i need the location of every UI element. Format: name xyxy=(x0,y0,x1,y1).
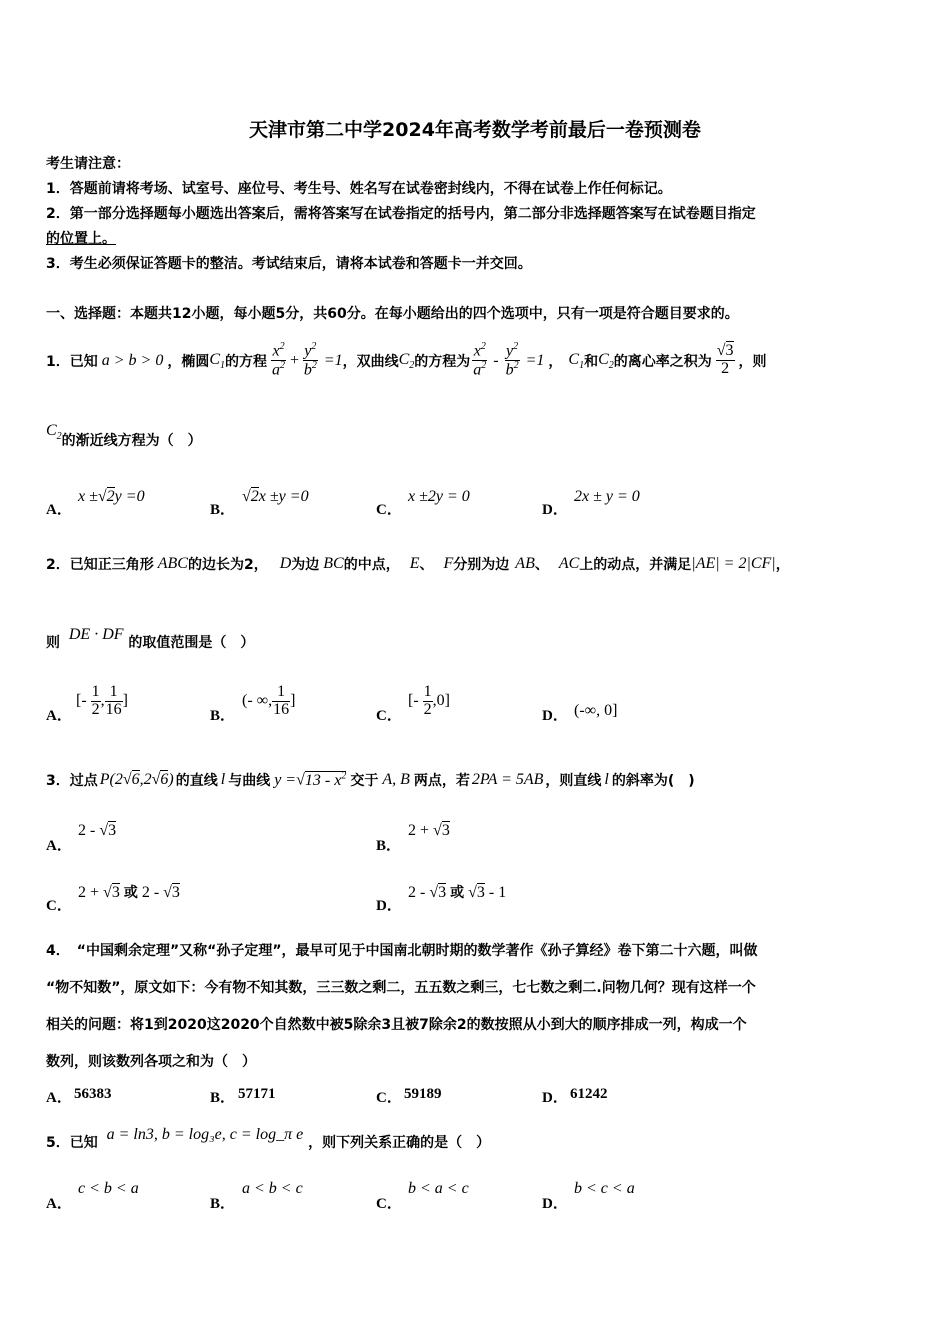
option-value: a < b < c xyxy=(242,1180,303,1197)
q1-text: ，则 xyxy=(738,353,767,370)
q1-text: 1．已知 xyxy=(46,353,98,370)
q1-text: ， xyxy=(548,353,563,370)
option-label: B． xyxy=(210,1196,236,1212)
q1-text: ，椭圆 xyxy=(167,353,210,370)
question-5-stem xyxy=(46,1126,491,1152)
question-2-stem-cont xyxy=(46,626,255,652)
option-label: C． xyxy=(376,502,402,518)
q1-text: ，双曲线 xyxy=(342,353,399,370)
q1-text: 的方程 xyxy=(225,353,268,370)
option-value: c < b < a xyxy=(78,1180,139,1197)
option-label: B． xyxy=(210,1090,236,1106)
option-value: [- $\frac{1}{2}$ ,0] xyxy=(408,683,450,718)
q3-curve: $y =√13 - x^2$ xyxy=(274,770,347,789)
q2-text: 2．已知正三角形 xyxy=(46,557,154,573)
option-label: D． xyxy=(542,708,568,724)
q1-ellipse-equation: $\frac{x^2}{a^2}$ + $\frac{y^2}{b^2}$ =1 xyxy=(272,341,343,379)
q3-line-symbol: l xyxy=(604,771,609,788)
option-label: D． xyxy=(542,1090,568,1106)
option-label: C． xyxy=(376,1090,402,1106)
q3-point: P(2√6,2√6) xyxy=(99,771,174,788)
option-label: D． xyxy=(542,1196,568,1212)
option-value: x ±2y = 0 xyxy=(408,488,470,505)
question-1-stem-cont xyxy=(46,422,202,452)
q2-text: 分别为边 xyxy=(453,557,510,573)
q5-text: 5．已知 xyxy=(46,1135,98,1151)
option-label: A． xyxy=(46,1196,72,1212)
q1-condition: a > b > 0 xyxy=(101,351,164,369)
q2-math: E xyxy=(409,555,420,572)
q3-text: 交于 xyxy=(350,773,379,789)
option-label: C． xyxy=(376,1196,402,1212)
option-label: A． xyxy=(46,708,72,724)
q2-text: 的取值范围是（ ） xyxy=(128,635,255,651)
option-value: (-∞, 0] xyxy=(574,702,618,719)
q2-math: D xyxy=(279,555,292,572)
q5-text: ，则下列关系正确的是（ ） xyxy=(308,1135,491,1151)
q2-text: 则 xyxy=(46,635,60,651)
notice-item: 的位置上。 xyxy=(46,231,116,247)
question-5-options xyxy=(46,1180,916,1214)
option-label: D． xyxy=(376,898,402,914)
option-label: C． xyxy=(376,708,402,724)
q1-product-value: $\frac{√3}{2}$ xyxy=(716,342,734,378)
option-value: (- ∞, $\frac{1}{16}$ ] xyxy=(242,683,296,718)
option-value: b < a < c xyxy=(408,1180,469,1197)
q2-text: 为边 xyxy=(291,557,320,573)
option-label: B． xyxy=(376,838,402,854)
q1-c2-symbol: $C_2$ xyxy=(46,422,62,443)
question-4-line: 4． “中国剩余定理”又称“孙子定理”，最早可见于中国南北朝时期的数学著作《孙子算经》卷下第二十六题，叫做 xyxy=(46,943,758,959)
notice-item: 1．答题前请将考场、试室号、座位号、考生号、姓名写在试卷密封线内，不得在试卷上作任何标记。 xyxy=(46,181,672,197)
q3-line-symbol: l xyxy=(220,771,226,788)
q3-text: 两点，若 xyxy=(413,773,470,789)
option-label: B． xyxy=(210,502,236,518)
q1-text: 和 xyxy=(584,353,599,370)
q3-text: 与曲线 xyxy=(228,773,271,789)
q3-points: A, B xyxy=(382,771,410,788)
option-label: D． xyxy=(542,502,568,518)
question-4-line: 数列，则该数列各项之和为（ ） xyxy=(46,1054,256,1070)
option-label: C． xyxy=(46,898,72,914)
q2-math: F xyxy=(443,555,454,572)
option-value: 56383 xyxy=(74,1086,112,1102)
option-value: 2 - √3 xyxy=(78,822,117,839)
section-heading: 一、选择题：本题共12小题，每小题5分，共60分。在每小题给出的四个选项中，只有一项是符合题目要求的。 xyxy=(46,306,739,322)
q5-expression: a = ln3, b = log₃e, c = log_π e xyxy=(106,1126,304,1143)
q3-text: 的斜率为( ) xyxy=(611,773,695,789)
q1-text: 的离心率之积为 xyxy=(613,353,712,370)
q2-condition: |AE| = 2|CF| xyxy=(691,555,776,572)
notice-item: 2．第一部分选择题每小题选出答案后，需将答案写在试卷指定的括号内，第二部分非选择题答案写在试卷题目指定 xyxy=(46,206,756,222)
option-value: b < c < a xyxy=(574,1180,635,1197)
notice-heading: 考生请注意： xyxy=(46,156,130,172)
question-3-stem xyxy=(46,770,695,790)
q2-text: ， xyxy=(775,557,790,573)
option-value: 2 + √3 或 2 - √3 xyxy=(78,884,180,901)
option-label: B． xyxy=(210,708,236,724)
option-label: A． xyxy=(46,838,72,854)
option-value: x ±√2y =0 xyxy=(78,488,145,505)
option-value: 61242 xyxy=(570,1086,608,1102)
option-value: 2 - √3 或 √3 - 1 xyxy=(408,884,507,901)
option-label: A． xyxy=(46,502,72,518)
q2-dot-product: DE · DF xyxy=(68,626,124,643)
q2-text: 的中点， xyxy=(343,557,400,573)
option-value: 59189 xyxy=(404,1086,442,1102)
q2-text: 、 xyxy=(419,557,434,573)
question-4-options xyxy=(46,1086,916,1110)
option-value: √2x ±y =0 xyxy=(242,488,309,505)
q1-text: 的方程为 xyxy=(414,353,471,370)
question-3-options xyxy=(46,822,916,922)
q3-text: 的直线 xyxy=(175,773,218,789)
page-title: 天津市第二中学2024年高考数学考前最后一卷预测卷 xyxy=(249,119,701,141)
option-label: A． xyxy=(46,1090,72,1106)
q2-math: ABC xyxy=(157,555,188,572)
question-1-stem xyxy=(46,342,767,379)
q2-math: AB xyxy=(515,555,535,572)
option-value: [- $\frac{1}{2}$ , $\frac{1}{16}$ ] xyxy=(76,683,128,718)
q2-math: AC xyxy=(558,555,580,572)
option-value: 2 + √3 xyxy=(408,822,450,839)
q3-condition: 2PA = 5AB xyxy=(471,771,544,788)
q1-c1-symbol: $C_1$ xyxy=(568,350,585,371)
question-2-options xyxy=(46,680,916,730)
q1-text: 的渐近线方程为（ ） xyxy=(61,433,202,449)
question-4-line: “物不知数”，原文如下：今有物不知其数，三三数之剩二，五五数之剩三，七七数之剩二.问物几何？现有这样一个 xyxy=(46,980,756,996)
q1-c2-symbol: $C_2$ xyxy=(398,350,415,371)
q1-hyperbola-equation: $\frac{x^2}{a^2}$ - $\frac{y^2}{b^2}$ =1 xyxy=(473,341,545,379)
q1-c1-symbol: $C_1$ xyxy=(209,350,226,371)
q2-text: 的边长为2， xyxy=(187,557,268,573)
q3-text: ，则直线 xyxy=(545,773,602,789)
q2-text: 上的动点，并满足 xyxy=(579,557,692,573)
q2-math: BC xyxy=(323,555,344,572)
option-value: 2x ± y = 0 xyxy=(574,488,640,505)
question-2-stem xyxy=(46,554,790,574)
q3-text: 3．过点 xyxy=(46,773,98,789)
q2-text: 、 xyxy=(534,557,549,573)
q1-c2-symbol: $C_2$ xyxy=(598,350,614,371)
option-value: 57171 xyxy=(238,1086,276,1102)
notice-item: 3．考生必须保证答题卡的整洁。考试结束后，请将本试卷和答题卡一并交回。 xyxy=(46,256,532,272)
question-4-line: 相关的问题：将1到2020这2020个自然数中被5除余3且被7除余2的数按照从小到大的顺序排成一列，构成一个 xyxy=(46,1017,747,1033)
